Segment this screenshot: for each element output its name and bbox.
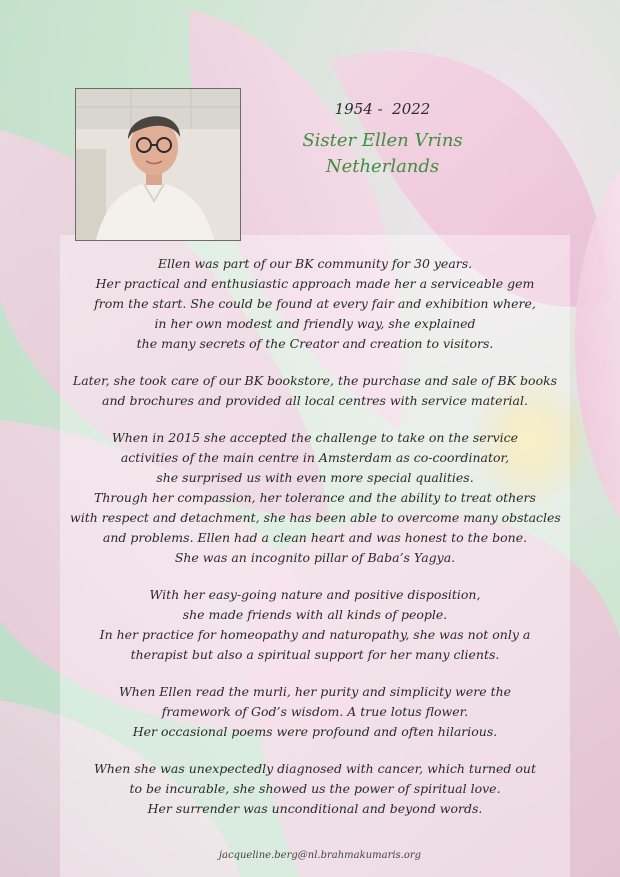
text-line: Through her compassion, her tolerance and the ability to treat others [94,490,536,505]
text-line: activities of the main centre in Amsterdam as co-coordinator, [120,450,510,465]
person-name: Sister Ellen Vrins [302,130,463,151]
header [300,98,465,180]
tribute-paragraph [70,759,560,819]
text-line: the many secrets of the Creator and creation to visitors. [136,336,494,351]
life-years: 1954 - 2022 [334,100,431,118]
person-country: Netherlands [325,156,440,177]
text-line: she surprised us with even more special qualities. [156,470,474,485]
paragraph-gap [70,568,560,585]
tribute-paragraph [70,371,560,411]
text-line: With her easy-going nature and positive disposition, [149,587,481,602]
text-line: in her own modest and friendly way, she explained [154,316,476,331]
text-line: In her practice for homeopathy and naturopathy, she was not only a [99,627,531,642]
text-line: Her occasional poems were profound and often hilarious. [132,724,498,739]
text-line: Later, she took care of our BK bookstore, the purchase and sale of BK books [72,373,558,388]
text-line: framework of God’s wisdom. A true lotus flower. [161,704,469,719]
contact-email[interactable]: jacqueline.berg@nl.brahmakumaris.org [218,850,422,861]
text-line: therapist but also a spiritual support for her many clients. [130,647,500,662]
paragraph-gap [70,665,560,682]
paragraph-gap [70,354,560,371]
paragraph-gap [70,411,560,428]
text-line: and brochures and provided all local centres with service material. [102,393,528,408]
text-line: When Ellen read the murli, her purity and simplicity were the [118,684,512,699]
text-line: When in 2015 she accepted the challenge to take on the service [111,430,519,445]
text-line: and problems. Ellen had a clean heart and was honest to the bone. [102,530,528,545]
portrait-photo [75,88,241,241]
text-line: She was an incognito pillar of Baba’s Yagya. [174,550,456,565]
text-line: with respect and detachment, she has been able to overcome many obstacles [70,510,561,525]
text-line: Her surrender was unconditional and beyond words. [147,801,483,816]
tribute-paragraph [70,428,560,568]
tribute-paragraph [70,254,560,354]
tribute-paragraph [70,585,560,665]
text-line: Her practical and enthusiastic approach made her a serviceable gem [95,276,535,291]
tribute-text [70,254,560,819]
text-line: she made friends with all kinds of people. [182,607,448,622]
text-line: Ellen was part of our BK community for 30 years. [157,256,473,271]
tribute-paragraph [70,682,560,742]
text-line: from the start. She could be found at every fair and exhibition where, [94,296,536,311]
text-line: When she was unexpectedly diagnosed with cancer, which turned out [94,761,536,776]
paragraph-gap [70,742,560,759]
text-line: to be incurable, she showed us the power of spiritual love. [129,781,501,796]
